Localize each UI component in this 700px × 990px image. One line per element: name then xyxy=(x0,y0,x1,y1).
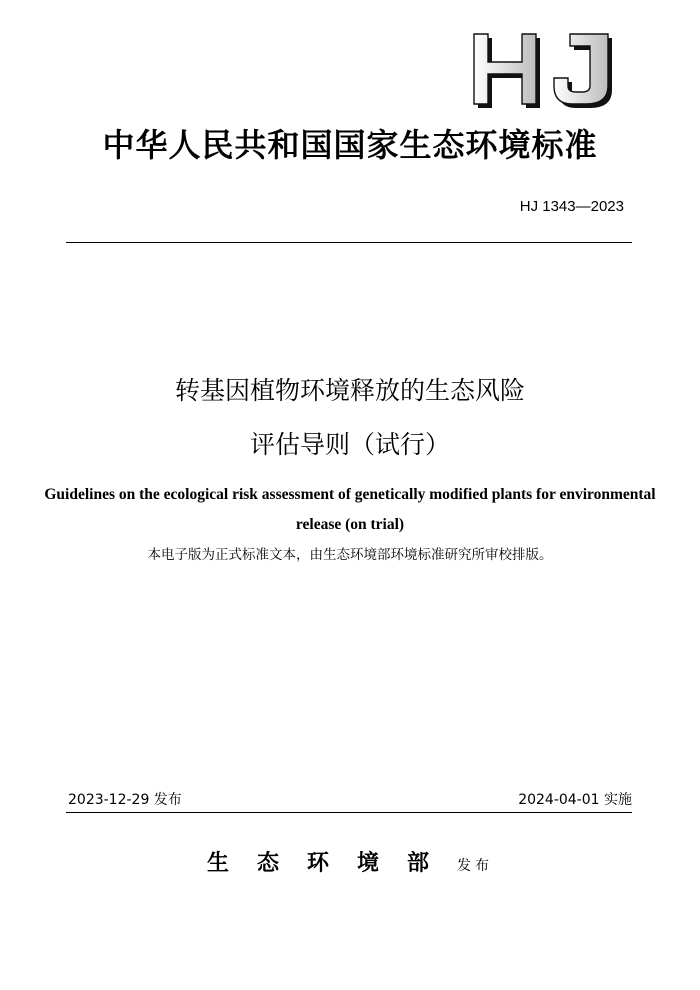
release-date: 2023-12-29 发布 xyxy=(68,792,182,808)
issuer xyxy=(0,848,700,881)
issuer-suffix: 发布 xyxy=(457,858,493,874)
english-title: Guidelines on the ecological risk assessment of genetically modified plants for environmental release (on trial) xyxy=(44,486,656,533)
bottom-divider xyxy=(66,812,632,813)
edition-note: 本电子版为正式标准文本，由生态环境部环境标准研究所审校排版。 xyxy=(147,547,553,563)
issuer-name: 生态环境部 xyxy=(206,850,457,876)
standard-category-title: 中华人民共和国国家生态环境标准 xyxy=(102,126,598,164)
document-title-line-1: 转基因植物环境释放的生态风险 xyxy=(174,376,525,405)
hj-logo xyxy=(472,32,614,110)
standard-number: HJ 1343—2023 xyxy=(519,198,624,215)
document-title-line-2: 评估导则（试行） xyxy=(249,430,450,459)
top-divider xyxy=(66,242,632,243)
implementation-date: 2024-04-01 实施 xyxy=(518,792,632,808)
